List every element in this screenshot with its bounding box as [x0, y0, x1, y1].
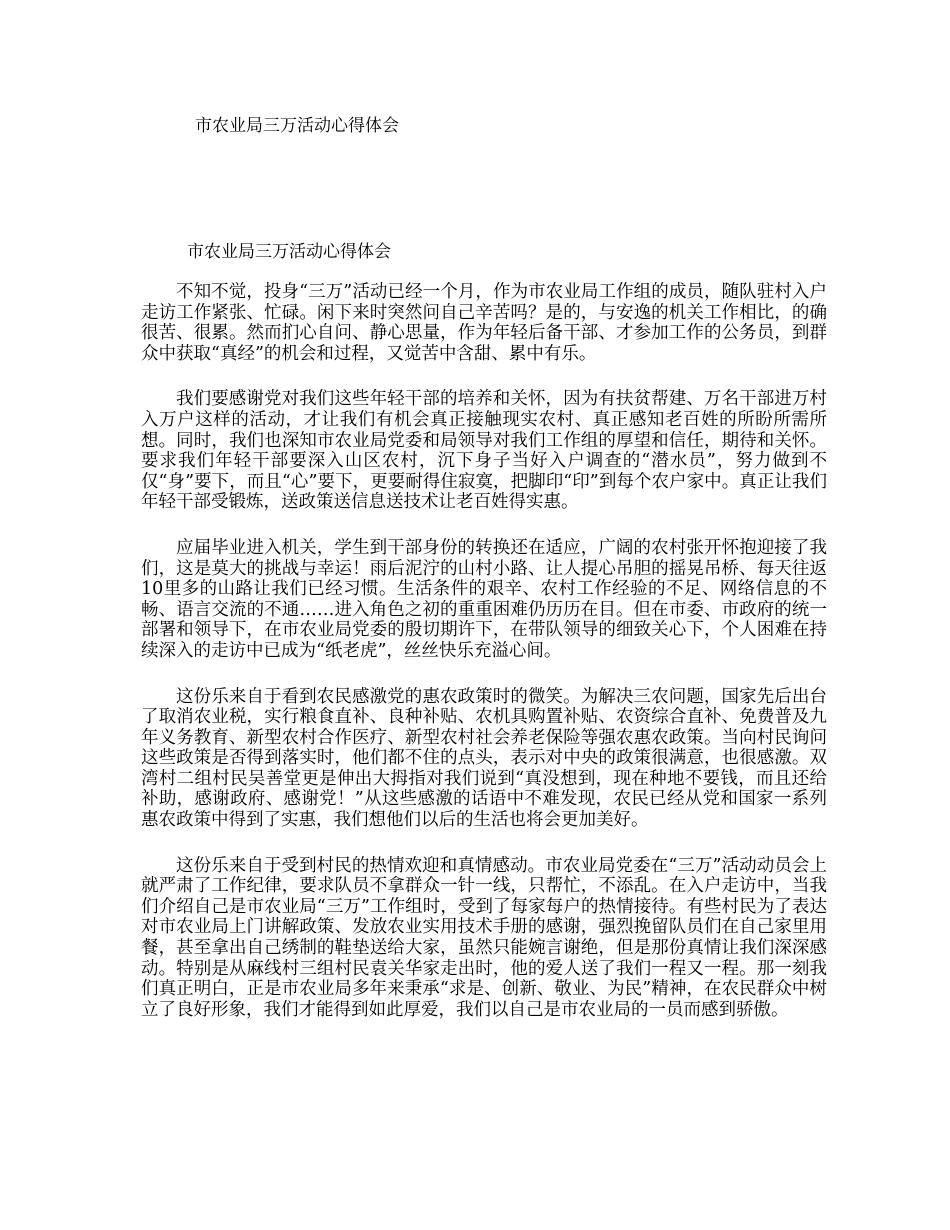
body-paragraph: 我们要感谢党对我们这些年轻干部的培养和关怀，因为有扶贫帮建、万名干部进万村入万户这样的活动，才让我们有机会真正接触现实农村、真正感知老百姓的所盼所需所想。同时，我们也深知市农业局党委和局领导对我们工作组的厚望和信任，期待和关怀。要求我们年轻干部要深入山区农村，沉下身子当好入户调查的“潜水员”，努力做到不仅“身”要下，而且“心”要下，更要耐得住寂寞，把脚印“印”到每个农户家中。真正让我们年轻干部受锻炼，送政策送信息送技术让老百姓得实惠。: [141, 389, 827, 513]
page-header-title: 市农业局三万活动心得体会: [195, 116, 399, 136]
body-paragraph: 应届毕业进入机关，学生到干部身份的转换还在适应，广阔的农村张开怀抱迎接了我们，这是莫大的挑战与幸运！雨后泥泞的山村小路、让人提心吊胆的摇晃吊桥、每天往返10里多的山路让我们已经习惯。生活条件的艰辛、农村工作经验的不足、网络信息的不畅、语言交流的不通……进入角色之初的重重困难仍历历在目。但在市委、市政府的统一部署和领导下，在市农业局党委的殷切期许下，在带队领导的细致关心下，个人困难在持续深入的走访中已成为“纸老虎”，丝丝快乐充溢心间。: [141, 537, 827, 661]
body-paragraph: 不知不觉，投身“三万”活动已经一个月，作为市农业局工作组的成员，随队驻村入户走访工作紧张、忙碌。闲下来时突然问自己辛苦吗？是的，与安逸的机关工作相比，的确很苦、很累。然而扪心自问、静心思量，作为年轻后备干部、才参加工作的公务员，到群众中获取“真经”的机会和过程，又觉苦中含甜、累中有乐。: [141, 282, 827, 364]
body-paragraph: 这份乐来自于受到村民的热情欢迎和真情感动。市农业局党委在“三万”活动动员会上就严肃了工作纪律，要求队员不拿群众一针一线，只帮忙，不添乱。在入户走访中，当我们介绍自己是市农业局“三万”工作组时，受到了每家每户的热情接待。有些村民为了表达对市农业局上门讲解政策、发放农业实用技术手册的感谢，强烈挽留队员们在自己家里用餐，甚至拿出自己绣制的鞋垫送给大家，虽然只能婉言谢绝，但是那份真情让我们深深感动。特别是从麻线村三组村民袁关华家走出时，他的爱人送了我们一程又一程。那一刻我们真正明白，正是市农业局多年来秉承“求是、创新、敬业、为民”精神，在农民群众中树立了良好形象，我们才能得到如此厚爱，我们以自己是市农业局的一员而感到骄傲。: [141, 855, 827, 1020]
body-paragraph: 这份乐来自于看到农民感激党的惠农政策时的微笑。为解决三农问题，国家先后出台了取消农业税，实行粮食直补、良种补贴、农机具购置补贴、农资综合直补、免费普及九年义务教育、新型农村合作医疗、新型农村社会养老保险等强农惠农政策。当向村民询问这些政策是否得到落实时，他们都不住的点头，表示对中央的政策很满意，也很感激。双湾村二组村民吴善堂更是伸出大拇指对我们说到“真没想到，现在种地不要钱，而且还给补助，感谢政府、感谢党！”从这些感激的话语中不难发现，农民已经从党和国家一系列惠农政策中得到了实惠，我们想他们以后的生活也将会更加美好。: [141, 686, 827, 831]
document-title: 市农业局三万活动心得体会: [187, 242, 391, 262]
document-body: [141, 282, 827, 1045]
